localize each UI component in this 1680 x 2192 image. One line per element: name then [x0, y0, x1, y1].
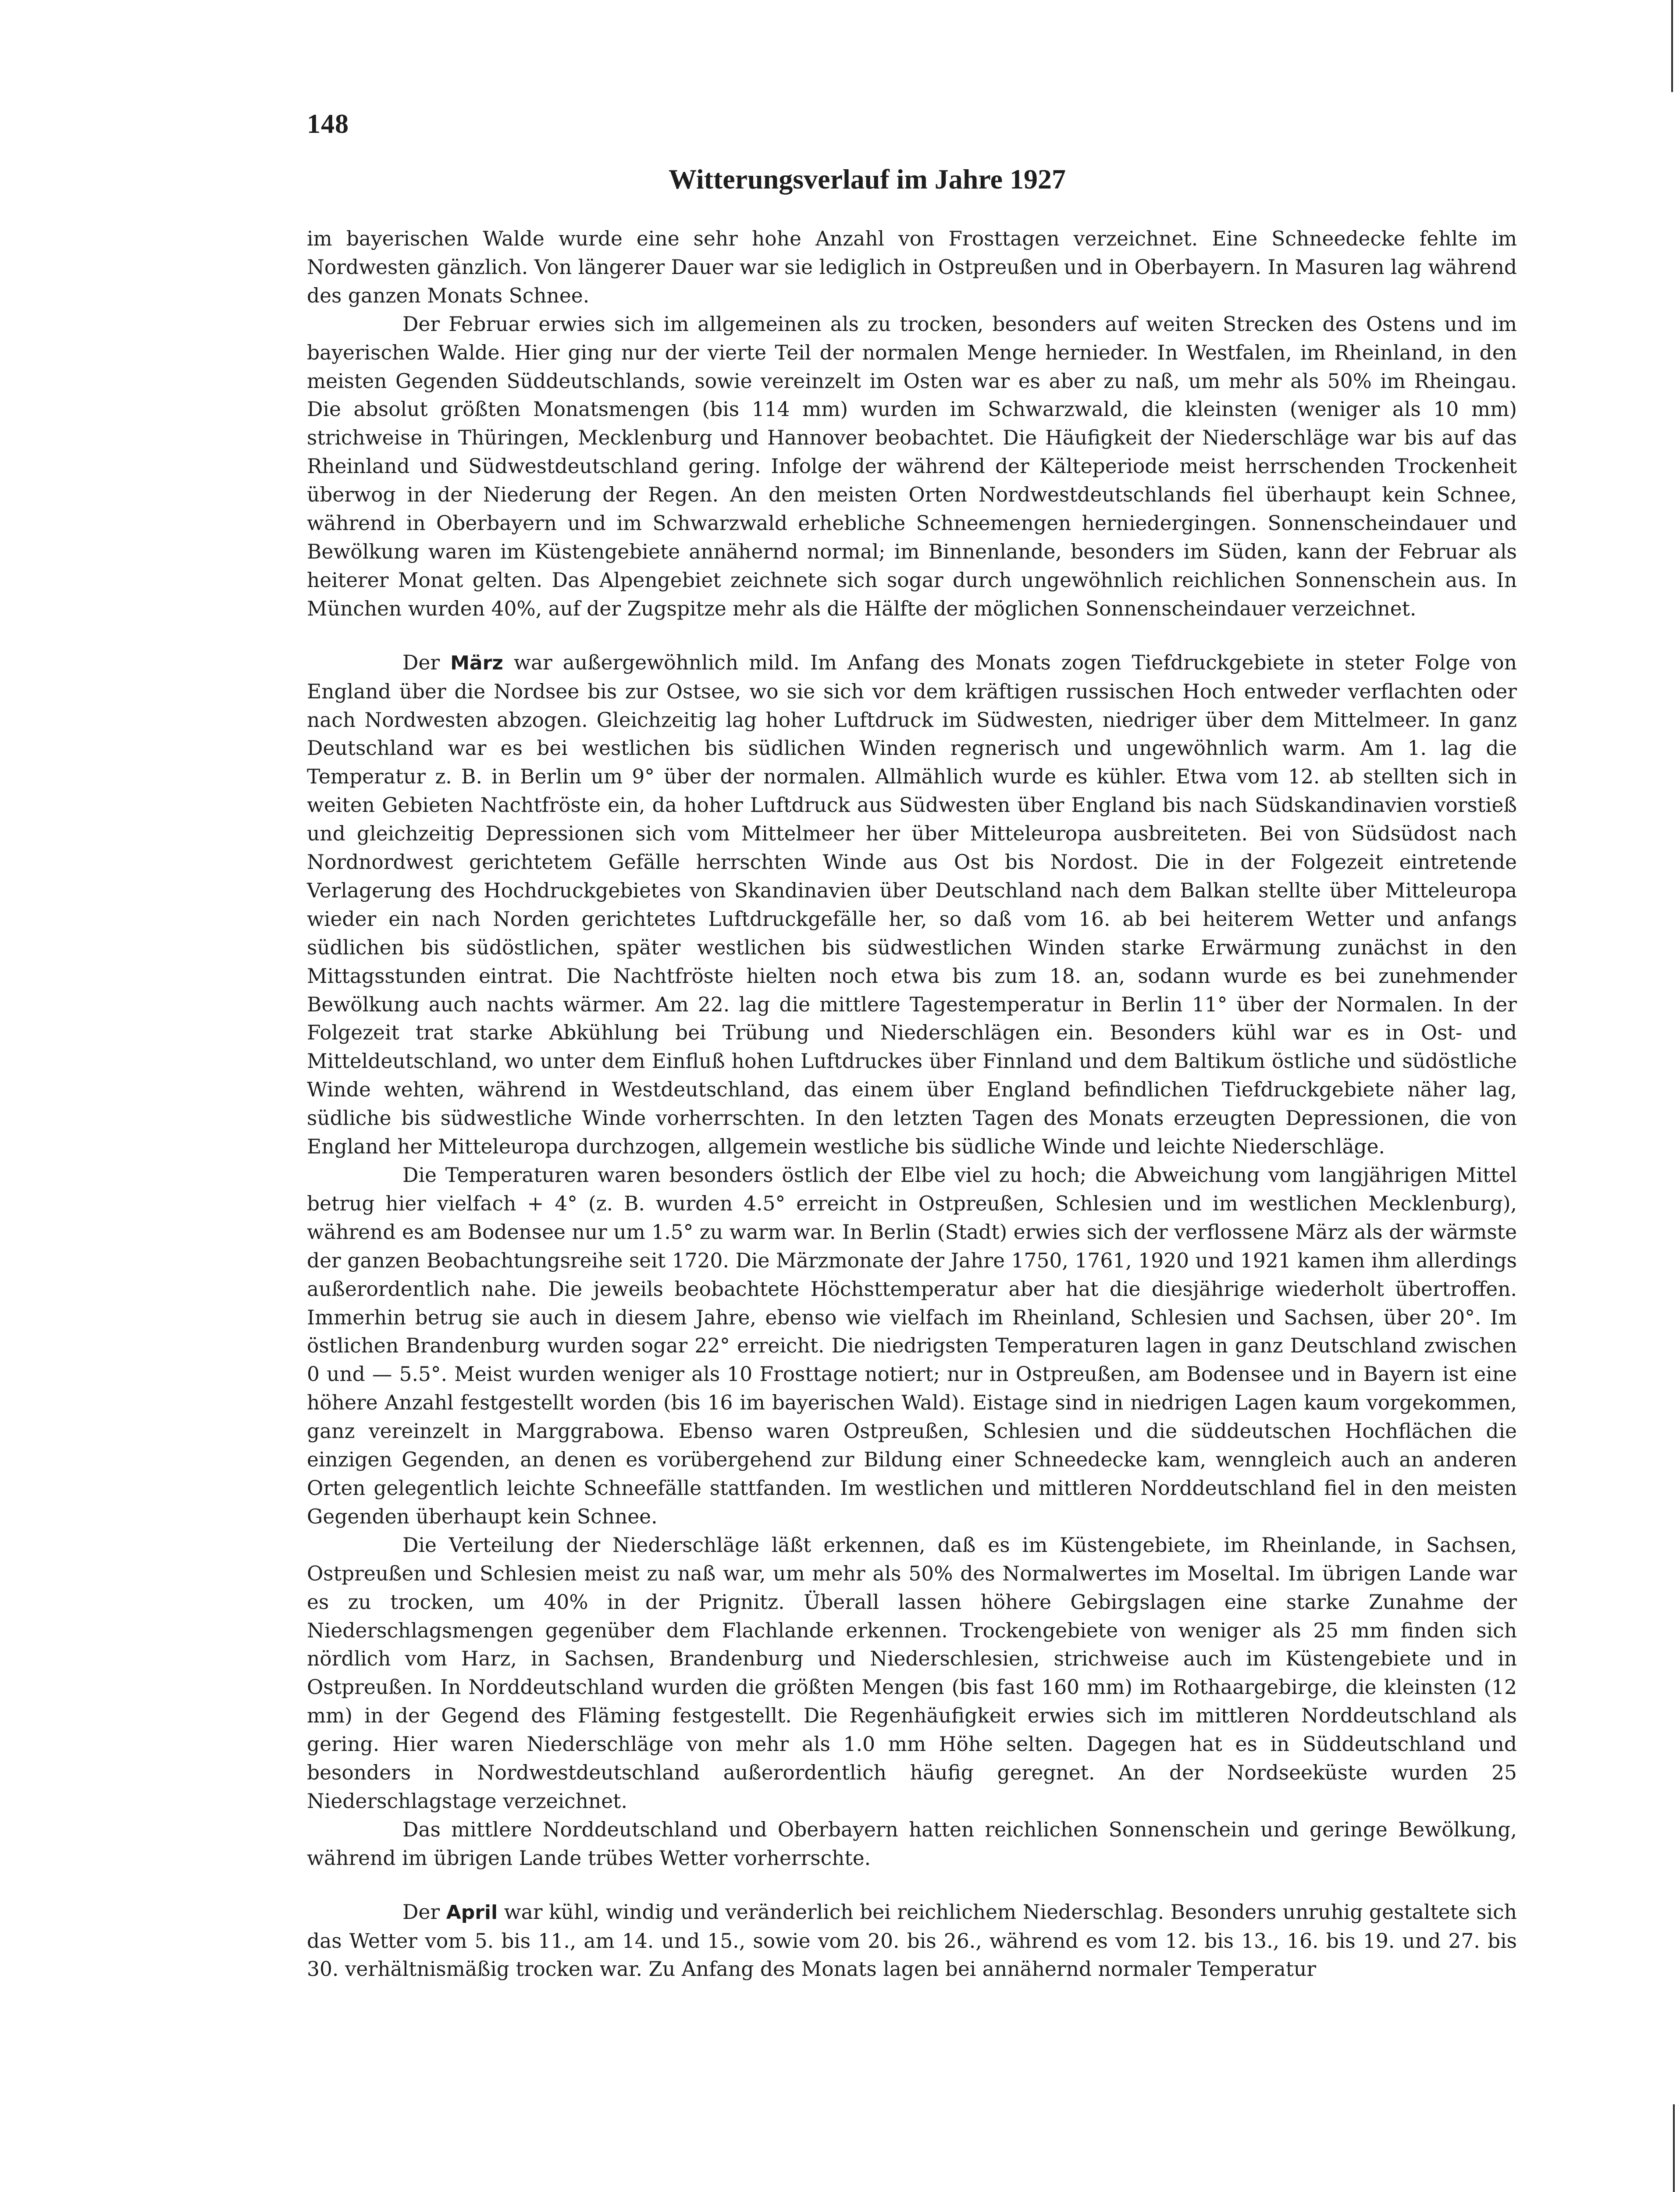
paragraph-text: Die Temperaturen waren besonders östlich der Elbe viel zu hoch; die Abweichung vom langjährigen Mittel betrug hier vielfach + 4° (z. B. wurden 4.5° erreicht in Ostpreußen, Schlesien und im westlichen Mecklenburg), während es am Bodensee nur um 1.5° zu warm war. In Berlin (Stadt) erwies sich der verflossene März als der wärmste der ganzen Beobachtungsreihe seit 1720. Die Märzmonate der Jahre 1750, 1761, 1920 und 1921 kamen ihm allerdings außerordentlich nahe. Die jeweils beobachtete Höchsttemperatur aber hat die diesjährige wiederholt übertroffen. Immerhin betrug sie auch in diesem Jahre, ebenso wie vielfach im Rheinland, Schlesien und Sachsen, über 20°. Im östlichen Brandenburg wurden sogar 22° erreicht. Die niedrigsten Temperaturen lagen in ganz Deutschland zwischen 0 und — 5.5°. Meist wurden weniger als 10 Frosttage notiert; nur in Ostpreußen, am Bodensee und in Bayern ist eine höhere Anzahl festgestellt worden (bis 16 im bayerischen Wald). Eistage sind in niedrigen Lagen kaum vorgekommen, ganz vereinzelt in Marggrabowa. Ebenso waren Ostpreußen, Schlesien und die süddeutschen Hochflächen die einzigen Gegenden, an denen es vorübergehend zur Bildung einer Schneedecke kam, wenngleich auch an anderen Orten gelegentlich leichte Schneefälle stattfanden. Im westlichen und mittleren Norddeutschland fiel in den meisten Gegenden überhaupt kein Schnee.: [307, 1164, 1517, 1528]
month-heading: April: [446, 1901, 498, 1924]
paragraph-februar: [307, 310, 1517, 623]
paragraph-text: war außergewöhnlich mild. Im Anfang des Monats zogen Tiefdruckgebiete in steter Folge von England über die Nordsee bis zur Ostsee, wo sie sich vor dem kräftigen russischen Hoch entweder verflachten oder nach Nordwesten abzogen. Gleichzeitig lag hoher Luftdruck im Südwesten, niedriger über dem Mittelmeer. In ganz Deutschland war es bei westlichen bis südlichen Winden regnerisch und ungewöhnlich warm. Am 1. lag die Temperatur z. B. in Berlin um 9° über der normalen. Allmählich wurde es kühler. Etwa vom 12. ab stellten sich in weiten Gebieten Nachtfröste ein, da hoher Luftdruck aus Südwesten über England bis nach Südskandinavien vorstieß und gleichzeitig Depressionen sich vom Mittelmeer her über Mitteleuropa ausbreiteten. Bei von Südsüdost nach Nordnordwest gerichtetem Gefälle herrschten Winde aus Ost bis Nordost. Die in der Folgezeit eintretende Verlagerung des Hochdruckgebietes von Skandinavien über Deutschland nach dem Balkan stellte über Mitteleuropa wieder ein nach Norden gerichtetes Luftdruckgefälle her, so daß vom 16. ab bei heiterem Wetter und anfangs südlichen bis südöstlichen, später westlichen bis südwestlichen Winden starke Erwärmung zunächst in den Mittagsstunden eintrat. Die Nachtfröste hielten noch etwa bis zum 18. an, sodann wurde es bei zunehmender Bewölkung auch nachts wärmer. Am 22. lag die mittlere Tagestemperatur in Berlin 11° über der Normalen. In der Folgezeit trat starke Abkühlung bei Trübung und Niederschlägen ein. Besonders kühl war es in Ost- und Mitteldeutschland, wo unter dem Einfluß hohen Luftdruckes über Finnland und dem Baltikum östliche und südöstliche Winde wehten, während in Westdeutschland, das einem über England befindlichen Tiefdruckgebiete näher lag, südliche bis südwestliche Winde vorherrschten. In den letzten Tagen des Monats erzeugten Depressionen, die von England her Mitteleuropa durchzogen, allgemein westliche bis südliche Winde und leichte Niederschläge.: [307, 651, 1517, 1159]
paragraph-lead: Der: [402, 1900, 446, 1924]
paragraph-niederschlaege: [307, 1531, 1517, 1816]
paragraph-text: Die Verteilung der Niederschläge läßt erkennen, daß es im Küstengebiete, im Rheinlande, in Sachsen, Ostpreußen und Schlesien meist zu naß war, um mehr als 50% des Normalwertes im Moseltal. Im übrigen Lande war es zu trocken, um 40% in der Prignitz. Überall lassen höhere Gebirgslagen eine starke Zunahme der Niederschlagsmengen gegenüber dem Flachlande erkennen. Trockengebiete von weniger als 25 mm finden sich nördlich vom Harz, in Sachsen, Brandenburg und Niederschlesien, strichweise auch im Küstengebiete und in Ostpreußen. In Norddeutschland wurden die größten Mengen (bis fast 160 mm) im Rothaargebirge, die kleinsten (12 mm) in der Gegend des Fläming festgestellt. Die Regenhäufigkeit erwies sich im mittleren Norddeutschland als gering. Hier waren Niederschläge von mehr als 1.0 mm Höhe selten. Dagegen hat es in Süddeutschland und besonders in Nordwestdeutschland außerordentlich häufig geregnet. An der Nordseeküste wurden 25 Niederschlagstage verzeichnet.: [307, 1533, 1517, 1813]
running-title: Witterungsverlauf im Jahre 1927: [669, 164, 1066, 195]
paragraph-maerz: [307, 649, 1517, 1161]
month-heading: März: [450, 651, 503, 674]
scan-edge-mark-top: [1671, 0, 1673, 92]
paragraph-april: [307, 1898, 1517, 1984]
paragraph-text: im bayerischen Walde wurde eine sehr hohe Anzahl von Frosttagen verzeichnet. Eine Schneedecke fehlte im Nordwesten gänzlich. Von längerer Dauer war sie lediglich in Ostpreußen und in Oberbayern. In Masuren lag während des ganzen Monats Schnee.: [307, 227, 1517, 307]
body-text: [307, 225, 1517, 1984]
paragraph-text: Das mittlere Norddeutschland und Oberbayern hatten reichlichen Sonnenschein und geringe Bewölkung, während im übrigen Lande trübes Wetter vorherrschte.: [307, 1818, 1517, 1870]
paragraph-temperaturen: [307, 1161, 1517, 1531]
paragraph-continuation: [307, 225, 1517, 310]
paragraph-sonnenschein: [307, 1816, 1517, 1873]
paragraph-text: war kühl, windig und veränderlich bei reichlichem Niederschlag. Besonders unruhig gestaltete sich das Wetter vom 5. bis 11., am 14. und 15., sowie vom 20. bis 26., während es vom 12. bis 13., 16. bis 19. und 27. bis 30. verhältnismäßig trocken war. Zu Anfang des Monats lagen bei annähernd normaler Temperatur: [307, 1900, 1517, 1981]
scan-edge-mark-bottom: [1673, 2104, 1675, 2192]
paragraph-lead: Der: [402, 651, 451, 674]
page-number: 148: [307, 109, 349, 139]
paragraph-text: Der Februar erwies sich im allgemeinen als zu trocken, besonders auf weiten Strecken des Ostens und im bayerischen Walde. Hier ging nur der vierte Teil der normalen Menge hernieder. In Westfalen, im Rheinland, in den meisten Gegenden Süddeutschlands, sowie vereinzelt im Osten war es aber zu naß, um mehr als 50% im Rheingau. Die absolut größten Monatsmengen (bis 114 mm) wurden im Schwarzwald, die kleinsten (weniger als 10 mm) strichweise in Thüringen, Mecklenburg und Hannover beobachtet. Die Häufigkeit der Niederschläge war bis auf das Rheinland und Südwestdeutschland gering. Infolge der während der Kälteperiode meist herrschenden Trockenheit überwog in der Niederung der Regen. An den meisten Orten Nordwestdeutschlands fiel überhaupt kein Schnee, während in Oberbayern und im Schwarzwald erhebliche Schneemengen herniedergingen. Sonnenscheindauer und Bewölkung waren im Küstengebiete annähernd normal; im Binnenlande, besonders im Süden, kann der Februar als heiterer Monat gelten. Das Alpengebiet zeichnete sich sogar durch ungewöhnlich reichlichen Sonnenschein aus. In München wurden 40%, auf der Zugspitze mehr als die Hälfte der möglichen Sonnenscheindauer verzeichnet.: [307, 312, 1517, 620]
